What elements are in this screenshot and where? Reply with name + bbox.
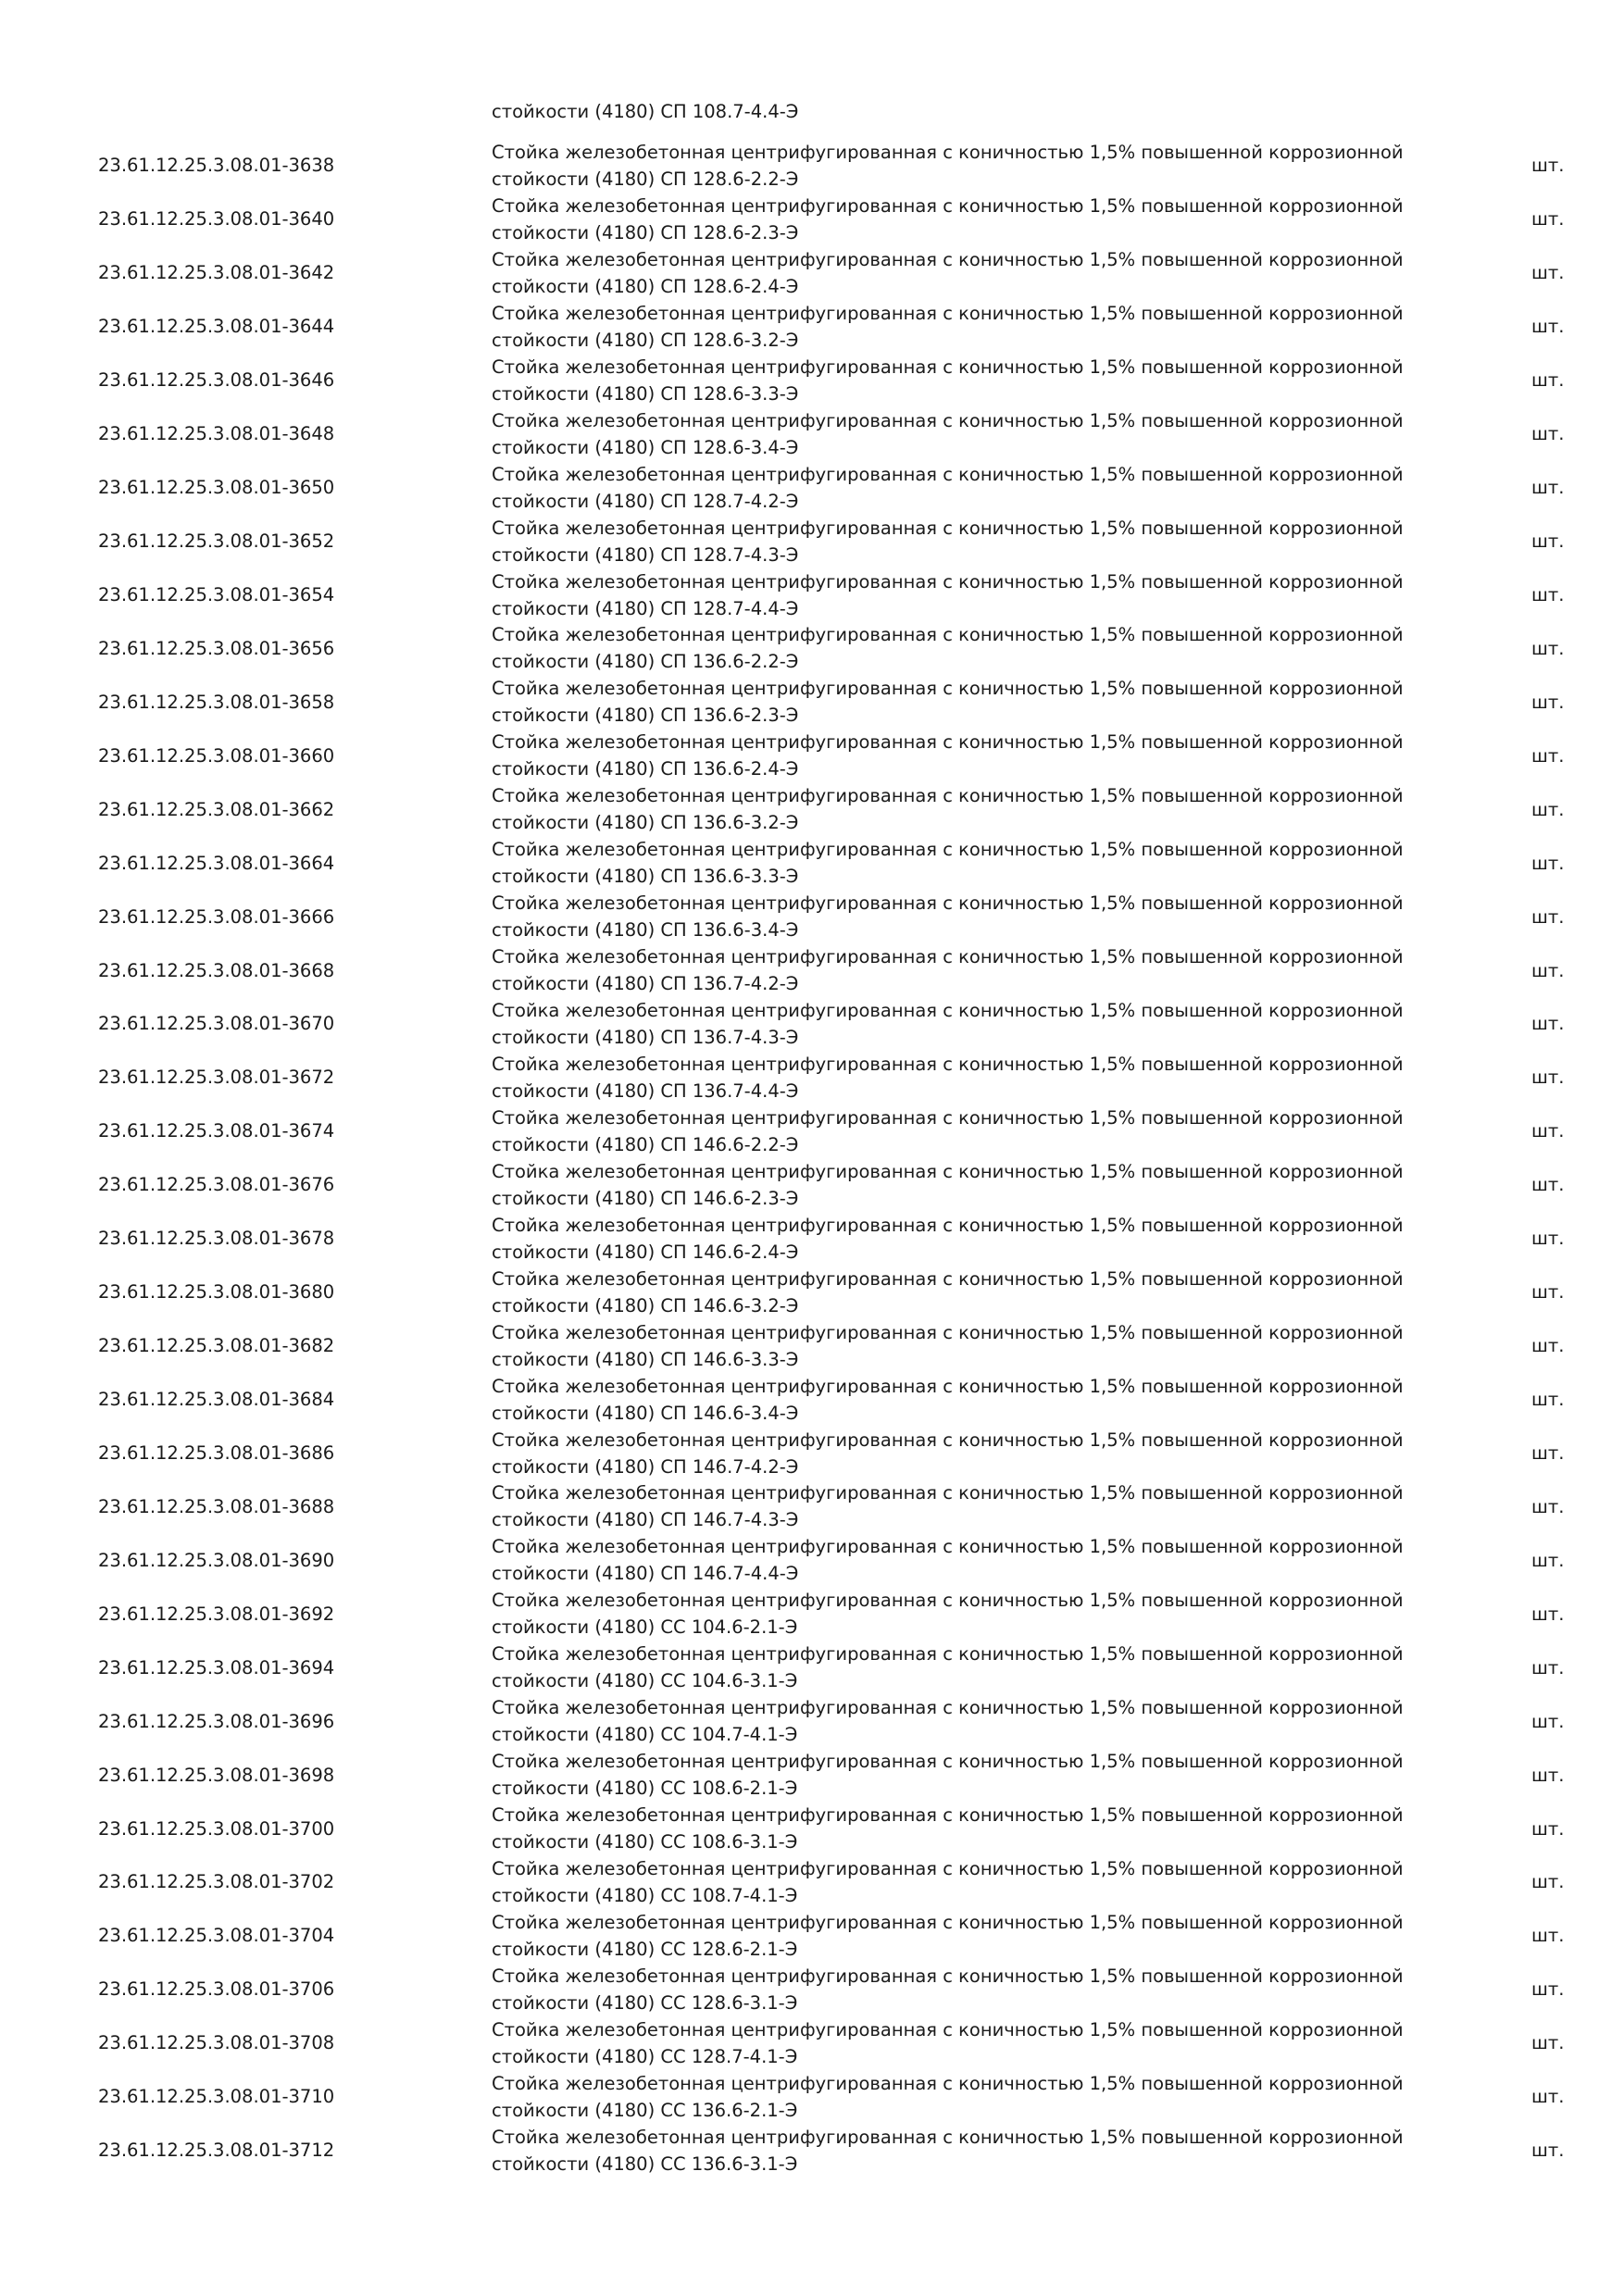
unit-of-measure: шт. <box>1531 1603 1565 1625</box>
description-line-2: стойкости (4180) СС 128.6-3.1-Э <box>492 1991 798 2014</box>
price-list-table <box>0 139 1624 2177</box>
table-row <box>0 1427 1624 1480</box>
resource-code: 23.61.12.25.3.08.01-3646 <box>98 369 335 392</box>
resource-code: 23.61.12.25.3.08.01-3662 <box>98 798 335 820</box>
resource-code: 23.61.12.25.3.08.01-3692 <box>98 1603 335 1625</box>
unit-of-measure: шт. <box>1531 423 1565 445</box>
unit-of-measure: шт. <box>1531 744 1565 767</box>
description-line-1: Стойка железобетонная центрифугированная с коничностью 1,5% повышенной коррозионной <box>492 1000 1404 1021</box>
unit-of-measure: шт. <box>1531 905 1565 928</box>
resource-description <box>492 997 1418 1051</box>
unit-of-measure: шт. <box>1531 1067 1565 1089</box>
description-line-2: стойкости (4180) СП 146.6-3.2-Э <box>492 1294 799 1316</box>
table-row <box>0 1963 1624 2016</box>
description-line-1: Стойка железобетонная центрифугированная с коничностью 1,5% повышенной коррозионной <box>492 194 1404 217</box>
description-line-1: Стойка железобетонная центрифугированная с коничностью 1,5% повышенной коррозионной <box>492 1965 1404 1987</box>
resource-code: 23.61.12.25.3.08.01-3672 <box>98 1067 335 1089</box>
table-row <box>0 1802 1624 1855</box>
resource-description <box>492 782 1418 836</box>
resource-code: 23.61.12.25.3.08.01-3652 <box>98 530 335 553</box>
resource-code: 23.61.12.25.3.08.01-3698 <box>98 1764 335 1786</box>
unit-of-measure: шт. <box>1531 1281 1565 1304</box>
unit-of-measure: шт. <box>1531 316 1565 338</box>
description-line-2: стойкости (4180) СП 146.6-3.3-Э <box>492 1348 799 1370</box>
unit-of-measure: шт. <box>1531 959 1565 981</box>
table-row <box>0 407 1624 461</box>
table-row <box>0 836 1624 890</box>
table-row <box>0 568 1624 622</box>
resource-description <box>492 1587 1418 1641</box>
table-row <box>0 1104 1624 1158</box>
description-line-2: стойкости (4180) СП 128.6-3.2-Э <box>492 329 799 351</box>
resource-description <box>492 300 1418 354</box>
description-line-2: стойкости (4180) СП 136.6-3.3-Э <box>492 866 799 888</box>
description-line-2: стойкости (4180) СС 104.6-2.1-Э <box>492 1616 798 1639</box>
resource-description <box>492 1909 1418 1963</box>
resource-description <box>492 1855 1418 1909</box>
resource-description <box>492 890 1418 943</box>
resource-code: 23.61.12.25.3.08.01-3690 <box>98 1549 335 1571</box>
unit-of-measure: шт. <box>1531 1817 1565 1840</box>
description-line-2: стойкости (4180) СП 146.6-2.4-Э <box>492 1241 799 1263</box>
resource-description <box>492 1373 1418 1427</box>
description-line-2: стойкости (4180) СП 146.6-3.4-Э <box>492 1402 799 1424</box>
resource-description <box>492 675 1418 729</box>
description-line-2: стойкости (4180) СП 146.6-2.3-Э <box>492 1187 799 1209</box>
continued-description: стойкости (4180) СП 108.7-4.4-Э <box>492 101 799 122</box>
description-line-1: Стойка железобетонная центрифугированная с коничностью 1,5% повышенной коррозионной <box>492 356 1404 378</box>
description-line-1: Стойка железобетонная центрифугированная с коничностью 1,5% повышенной коррозионной <box>492 1160 1404 1182</box>
table-row <box>0 139 1624 193</box>
resource-code: 23.61.12.25.3.08.01-3680 <box>98 1281 335 1304</box>
description-line-2: стойкости (4180) СП 136.6-3.4-Э <box>492 919 799 942</box>
description-line-2: стойкости (4180) СП 136.7-4.3-Э <box>492 1027 799 1048</box>
description-line-2: стойкости (4180) СП 146.7-4.2-Э <box>492 1455 799 1478</box>
resource-description <box>492 836 1418 890</box>
description-line-1: Стойка железобетонная центрифугированная с коничностью 1,5% повышенной коррозионной <box>492 1697 1404 1719</box>
description-line-2: стойкости (4180) СП 128.6-3.4-Э <box>492 436 799 458</box>
unit-of-measure: шт. <box>1531 637 1565 659</box>
unit-of-measure: шт. <box>1531 1710 1565 1732</box>
resource-description <box>492 1427 1418 1480</box>
table-row <box>0 943 1624 997</box>
table-row <box>0 1748 1624 1802</box>
table-row <box>0 2070 1624 2124</box>
description-line-1: Стойка железобетонная центрифугированная с коничностью 1,5% повышенной коррозионной <box>492 1804 1404 1827</box>
unit-of-measure: шт. <box>1531 155 1565 177</box>
resource-code: 23.61.12.25.3.08.01-3678 <box>98 1228 335 1250</box>
description-line-1: Стойка железобетонная центрифугированная с коничностью 1,5% повышенной коррозионной <box>492 731 1404 754</box>
table-row <box>0 729 1624 782</box>
description-line-1: Стойка железобетонная центрифугированная с коничностью 1,5% повышенной коррозионной <box>492 142 1404 163</box>
resource-code: 23.61.12.25.3.08.01-3668 <box>98 959 335 981</box>
description-line-2: стойкости (4180) СС 108.6-3.1-Э <box>492 1831 798 1853</box>
table-row <box>0 1694 1624 1748</box>
resource-code: 23.61.12.25.3.08.01-3696 <box>98 1710 335 1732</box>
table-row <box>0 1533 1624 1587</box>
description-line-1: Стойка железобетонная центрифугированная с коничностью 1,5% повышенной коррозионной <box>492 624 1404 646</box>
resource-description <box>492 1319 1418 1373</box>
resource-code: 23.61.12.25.3.08.01-3674 <box>98 1120 335 1142</box>
resource-code: 23.61.12.25.3.08.01-3660 <box>98 744 335 767</box>
unit-of-measure: шт. <box>1531 1441 1565 1464</box>
table-row <box>0 1051 1624 1104</box>
description-line-2: стойкости (4180) СП 146.6-2.2-Э <box>492 1133 799 1155</box>
resource-code: 23.61.12.25.3.08.01-3676 <box>98 1174 335 1196</box>
description-line-2: стойкости (4180) СП 136.6-2.3-Э <box>492 705 799 727</box>
unit-of-measure: шт. <box>1531 1389 1565 1411</box>
resource-description <box>492 1963 1418 2016</box>
resource-code: 23.61.12.25.3.08.01-3694 <box>98 1656 335 1678</box>
unit-of-measure: шт. <box>1531 1495 1565 1517</box>
description-line-1: Стойка железобетонная центрифугированная с коничностью 1,5% повышенной коррозионной <box>492 678 1404 700</box>
description-line-2: стойкости (4180) СС 108.7-4.1-Э <box>492 1885 798 1906</box>
unit-of-measure: шт. <box>1531 1925 1565 1947</box>
resource-description <box>492 2016 1418 2070</box>
resource-code: 23.61.12.25.3.08.01-3650 <box>98 477 335 499</box>
description-line-1: Стойка железобетонная центрифугированная с коничностью 1,5% повышенной коррозионной <box>492 785 1404 807</box>
resource-description <box>492 943 1418 997</box>
description-line-2: стойкости (4180) СП 128.6-3.3-Э <box>492 382 799 405</box>
description-line-1: Стойка железобетонная центрифугированная с коничностью 1,5% повышенной коррозионной <box>492 839 1404 861</box>
unit-of-measure: шт. <box>1531 1656 1565 1678</box>
resource-description <box>492 1479 1418 1533</box>
description-line-2: стойкости (4180) СП 136.6-2.4-Э <box>492 758 799 780</box>
description-line-1: Стойка железобетонная центрифугированная с коничностью 1,5% повышенной коррозионной <box>492 1751 1404 1773</box>
description-line-1: Стойка железобетонная центрифугированная с коничностью 1,5% повышенной коррозионной <box>492 1858 1404 1879</box>
unit-of-measure: шт. <box>1531 2032 1565 2054</box>
description-line-2: стойкости (4180) СП 136.6-3.2-Э <box>492 812 799 834</box>
resource-code: 23.61.12.25.3.08.01-3642 <box>98 262 335 284</box>
table-row <box>0 193 1624 246</box>
resource-description <box>492 1212 1418 1266</box>
resource-code: 23.61.12.25.3.08.01-3638 <box>98 155 335 177</box>
description-line-1: Стойка железобетонная центрифугированная с коничностью 1,5% повышенной коррозионной <box>492 2072 1404 2094</box>
unit-of-measure: шт. <box>1531 2140 1565 2162</box>
resource-description <box>492 1051 1418 1104</box>
description-line-1: Стойка железобетонная центрифугированная с коничностью 1,5% повышенной коррозионной <box>492 570 1404 593</box>
resource-code: 23.61.12.25.3.08.01-3656 <box>98 637 335 659</box>
resource-description <box>492 1266 1418 1319</box>
description-line-1: Стойка железобетонная центрифугированная с коничностью 1,5% повышенной коррозионной <box>492 1429 1404 1451</box>
description-line-2: стойкости (4180) СС 136.6-3.1-Э <box>492 2152 798 2175</box>
description-line-2: стойкости (4180) СС 136.6-2.1-Э <box>492 2099 798 2121</box>
unit-of-measure: шт. <box>1531 2086 1565 2108</box>
description-line-1: Стойка железобетонная центрифугированная с коничностью 1,5% повышенной коррозионной <box>492 1267 1404 1290</box>
unit-of-measure: шт. <box>1531 262 1565 284</box>
unit-of-measure: шт. <box>1531 1978 1565 2001</box>
unit-of-measure: шт. <box>1531 1871 1565 1893</box>
unit-of-measure: шт. <box>1531 1549 1565 1571</box>
table-row <box>0 782 1624 836</box>
resource-code: 23.61.12.25.3.08.01-3702 <box>98 1871 335 1893</box>
unit-of-measure: шт. <box>1531 1228 1565 1250</box>
description-line-1: Стойка железобетонная центрифугированная с коничностью 1,5% повышенной коррозионной <box>492 2018 1404 2040</box>
unit-of-measure: шт. <box>1531 852 1565 874</box>
resource-description <box>492 1104 1418 1158</box>
resource-code: 23.61.12.25.3.08.01-3708 <box>98 2032 335 2054</box>
description-line-1: Стойка железобетонная центрифугированная с коничностью 1,5% повышенной коррозионной <box>492 248 1404 270</box>
resource-code: 23.61.12.25.3.08.01-3670 <box>98 1013 335 1035</box>
description-line-2: стойкости (4180) СС 128.7-4.1-Э <box>492 2045 798 2067</box>
description-line-1: Стойка железобетонная центрифугированная с коничностью 1,5% повышенной коррозионной <box>492 946 1404 968</box>
resource-description <box>492 729 1418 782</box>
resource-code: 23.61.12.25.3.08.01-3710 <box>98 2086 335 2108</box>
table-row <box>0 997 1624 1051</box>
resource-description <box>492 139 1418 193</box>
resource-code: 23.61.12.25.3.08.01-3712 <box>98 2140 335 2162</box>
unit-of-measure: шт. <box>1531 691 1565 713</box>
resource-code: 23.61.12.25.3.08.01-3640 <box>98 208 335 231</box>
description-line-2: стойкости (4180) СП 128.6-2.4-Э <box>492 275 799 297</box>
unit-of-measure: шт. <box>1531 1120 1565 1142</box>
description-line-1: Стойка железобетонная центрифугированная с коничностью 1,5% повышенной коррозионной <box>492 1321 1404 1343</box>
resource-description <box>492 354 1418 407</box>
resource-description <box>492 1158 1418 1212</box>
unit-of-measure: шт. <box>1531 1764 1565 1786</box>
description-line-1: Стойка железобетонная центрифугированная с коничностью 1,5% повышенной коррозионной <box>492 1214 1404 1236</box>
resource-description <box>492 246 1418 300</box>
table-row <box>0 354 1624 407</box>
table-row <box>0 1373 1624 1427</box>
resource-code: 23.61.12.25.3.08.01-3666 <box>98 905 335 928</box>
resource-description <box>492 2124 1418 2177</box>
resource-description <box>492 515 1418 568</box>
table-row <box>0 1212 1624 1266</box>
description-line-1: Стойка железобетонная центрифугированная с коничностью 1,5% повышенной коррозионной <box>492 2126 1404 2148</box>
resource-code: 23.61.12.25.3.08.01-3644 <box>98 316 335 338</box>
resource-description <box>492 193 1418 246</box>
description-line-2: стойкости (4180) СП 128.6-2.2-Э <box>492 168 799 190</box>
description-line-1: Стойка железобетонная центрифугированная с коничностью 1,5% повышенной коррозионной <box>492 1375 1404 1397</box>
description-line-1: Стойка железобетонная центрифугированная с коничностью 1,5% повышенной коррозионной <box>492 1590 1404 1612</box>
resource-code: 23.61.12.25.3.08.01-3664 <box>98 852 335 874</box>
table-row <box>0 2016 1624 2070</box>
resource-description <box>492 1533 1418 1587</box>
description-line-2: стойкости (4180) СП 136.6-2.2-Э <box>492 651 799 673</box>
description-line-2: стойкости (4180) СП 128.7-4.4-Э <box>492 597 799 619</box>
description-line-2: стойкости (4180) СС 104.6-3.1-Э <box>492 1670 798 1692</box>
resource-description <box>492 568 1418 622</box>
description-line-1: Стойка железобетонная центрифугированная с коничностью 1,5% повышенной коррозионной <box>492 302 1404 324</box>
table-row <box>0 300 1624 354</box>
table-row <box>0 1855 1624 1909</box>
unit-of-measure: шт. <box>1531 369 1565 392</box>
table-row <box>0 1909 1624 1963</box>
description-line-2: стойкости (4180) СП 136.7-4.4-Э <box>492 1079 799 1102</box>
resource-description <box>492 1641 1418 1694</box>
description-line-2: стойкости (4180) СП 128.7-4.2-Э <box>492 490 799 512</box>
unit-of-measure: шт. <box>1531 798 1565 820</box>
description-line-2: стойкости (4180) СП 146.7-4.4-Э <box>492 1563 799 1585</box>
table-row <box>0 890 1624 943</box>
resource-description <box>492 2070 1418 2124</box>
description-line-2: стойкости (4180) СП 128.7-4.3-Э <box>492 543 799 566</box>
description-line-2: стойкости (4180) СП 136.7-4.2-Э <box>492 973 799 995</box>
unit-of-measure: шт. <box>1531 1174 1565 1196</box>
unit-of-measure: шт. <box>1531 583 1565 605</box>
description-line-2: стойкости (4180) СС 128.6-2.1-Э <box>492 1938 798 1960</box>
resource-description <box>492 407 1418 461</box>
resource-code: 23.61.12.25.3.08.01-3700 <box>98 1817 335 1840</box>
table-row <box>0 246 1624 300</box>
description-line-1: Стойка железобетонная центрифугированная с коничностью 1,5% повышенной коррозионной <box>492 1536 1404 1558</box>
resource-description <box>492 621 1418 675</box>
resource-code: 23.61.12.25.3.08.01-3706 <box>98 1978 335 2001</box>
resource-code: 23.61.12.25.3.08.01-3686 <box>98 1441 335 1464</box>
table-row <box>0 1641 1624 1694</box>
unit-of-measure: шт. <box>1531 208 1565 231</box>
resource-description <box>492 1802 1418 1855</box>
resource-code: 23.61.12.25.3.08.01-3648 <box>98 423 335 445</box>
resource-code: 23.61.12.25.3.08.01-3658 <box>98 691 335 713</box>
description-line-1: Стойка железобетонная центрифугированная с коничностью 1,5% повышенной коррозионной <box>492 1911 1404 1933</box>
table-row <box>0 1158 1624 1212</box>
table-row <box>0 461 1624 515</box>
description-line-1: Стойка железобетонная центрифугированная с коничностью 1,5% повышенной коррозионной <box>492 1106 1404 1129</box>
resource-code: 23.61.12.25.3.08.01-3684 <box>98 1389 335 1411</box>
resource-code: 23.61.12.25.3.08.01-3704 <box>98 1925 335 1947</box>
description-line-1: Стойка железобетонная центрифугированная с коничностью 1,5% повышенной коррозионной <box>492 892 1404 915</box>
resource-description <box>492 461 1418 515</box>
resource-description <box>492 1748 1418 1802</box>
unit-of-measure: шт. <box>1531 477 1565 499</box>
table-row <box>0 2124 1624 2177</box>
table-row <box>0 1319 1624 1373</box>
unit-of-measure: шт. <box>1531 1013 1565 1035</box>
resource-description <box>492 1694 1418 1748</box>
unit-of-measure: шт. <box>1531 1335 1565 1357</box>
description-line-1: Стойка железобетонная центрифугированная с коничностью 1,5% повышенной коррозионной <box>492 1053 1404 1075</box>
description-line-2: стойкости (4180) СП 146.7-4.3-Э <box>492 1509 799 1531</box>
table-row <box>0 621 1624 675</box>
description-line-1: Стойка железобетонная центрифугированная с коничностью 1,5% повышенной коррозионной <box>492 1482 1404 1504</box>
description-line-1: Стойка железобетонная центрифугированная с коничностью 1,5% повышенной коррозионной <box>492 1643 1404 1666</box>
resource-code: 23.61.12.25.3.08.01-3688 <box>98 1495 335 1517</box>
description-line-1: Стойка железобетонная центрифугированная с коничностью 1,5% повышенной коррозионной <box>492 517 1404 539</box>
description-line-1: Стойка железобетонная центрифугированная с коничностью 1,5% повышенной коррозионной <box>492 409 1404 431</box>
resource-code: 23.61.12.25.3.08.01-3654 <box>98 583 335 605</box>
table-row <box>0 1479 1624 1533</box>
description-line-2: стойкости (4180) СП 128.6-2.3-Э <box>492 221 799 243</box>
resource-code: 23.61.12.25.3.08.01-3682 <box>98 1335 335 1357</box>
table-row <box>0 515 1624 568</box>
description-line-1: Стойка железобетонная центрифугированная с коничностью 1,5% повышенной коррозионной <box>492 463 1404 485</box>
unit-of-measure: шт. <box>1531 530 1565 553</box>
description-line-2: стойкости (4180) СС 108.6-2.1-Э <box>492 1778 798 1800</box>
table-row <box>0 1266 1624 1319</box>
description-line-2: стойкости (4180) СС 104.7-4.1-Э <box>492 1724 798 1746</box>
table-row <box>0 1587 1624 1641</box>
table-row <box>0 675 1624 729</box>
